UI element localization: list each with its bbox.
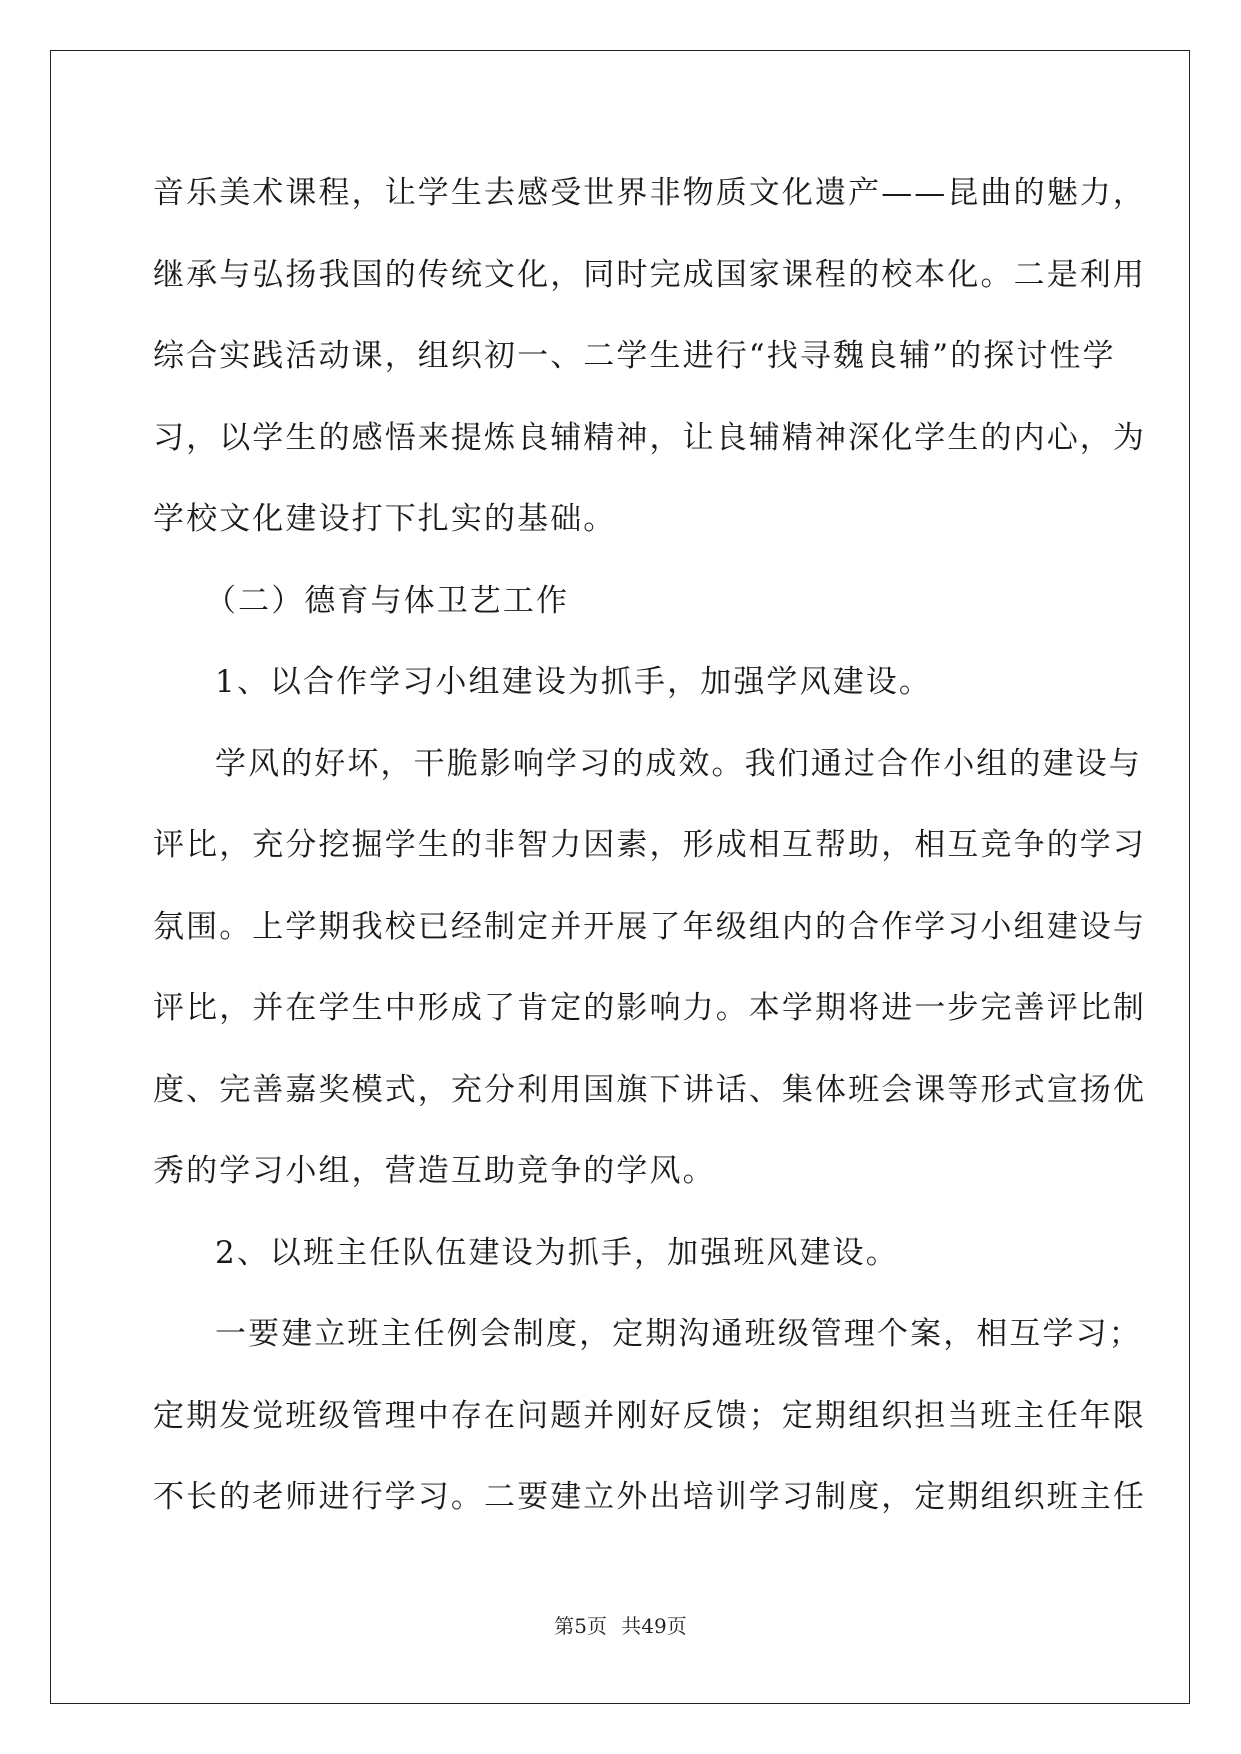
text-line: 综合实践活动课，组织初一、二学生进行“找寻魏良辅”的探讨性学 (153, 338, 1116, 374)
text-line: 度、完善嘉奖模式，充分利用国旗下讲话、集体班会课等形式宣扬优 (153, 1071, 1146, 1108)
text-line: 不长的老师进行学习。二要建立外出培训学习制度，定期组织班主任 (153, 1479, 1146, 1515)
text-line: 学风的好坏，干脆影响学习的成效。我们通过合作小组的建设与 (215, 745, 1142, 782)
subheading-2: 2、以班主任队伍建设为抓手，加强班风建设。 (215, 1234, 899, 1271)
text-line: 习，以学生的感悟来提炼良辅精神，让良辅精神深化学生的内心，为 (153, 419, 1146, 456)
text-line: 继承与弘扬我国的传统文化，同时完成国家课程的校本化。二是利用 (153, 256, 1146, 293)
subheading-1: 1、以合作学习小组建设为抓手，加强学风建设。 (215, 664, 932, 700)
page-footer (0, 1610, 1241, 1639)
text-line: 学校文化建设打下扎实的基础。 (153, 501, 617, 537)
text-line: 秀的学习小组，营造互助竞争的学风。 (153, 1153, 716, 1189)
text-line: 评比，并在学生中形成了肯定的影响力。本学期将进一步完善评比制 (153, 990, 1146, 1026)
document-body (153, 153, 1146, 1539)
text-line: 评比，充分挖掘学生的非智力因素，形成相互帮助，相互竞争的学习 (153, 827, 1146, 863)
section-heading: （二）德育与体卫艺工作 (205, 582, 570, 619)
page-number: 第5页 (554, 1614, 607, 1638)
text-line: 一要建立班主任例会制度，定期沟通班级管理个案，相互学习； (215, 1316, 1142, 1352)
text-line: 氛围。上学期我校已经制定并开展了年级组内的合作学习小组建设与 (153, 908, 1146, 945)
text-line: 定期发觉班级管理中存在问题并刚好反馈；定期组织担当班主任年限 (153, 1397, 1146, 1434)
page-total: 共49页 (621, 1614, 687, 1638)
text-line: 音乐美术课程，让学生去感受世界非物质文化遗产——昆曲的魅力， (153, 175, 1146, 211)
